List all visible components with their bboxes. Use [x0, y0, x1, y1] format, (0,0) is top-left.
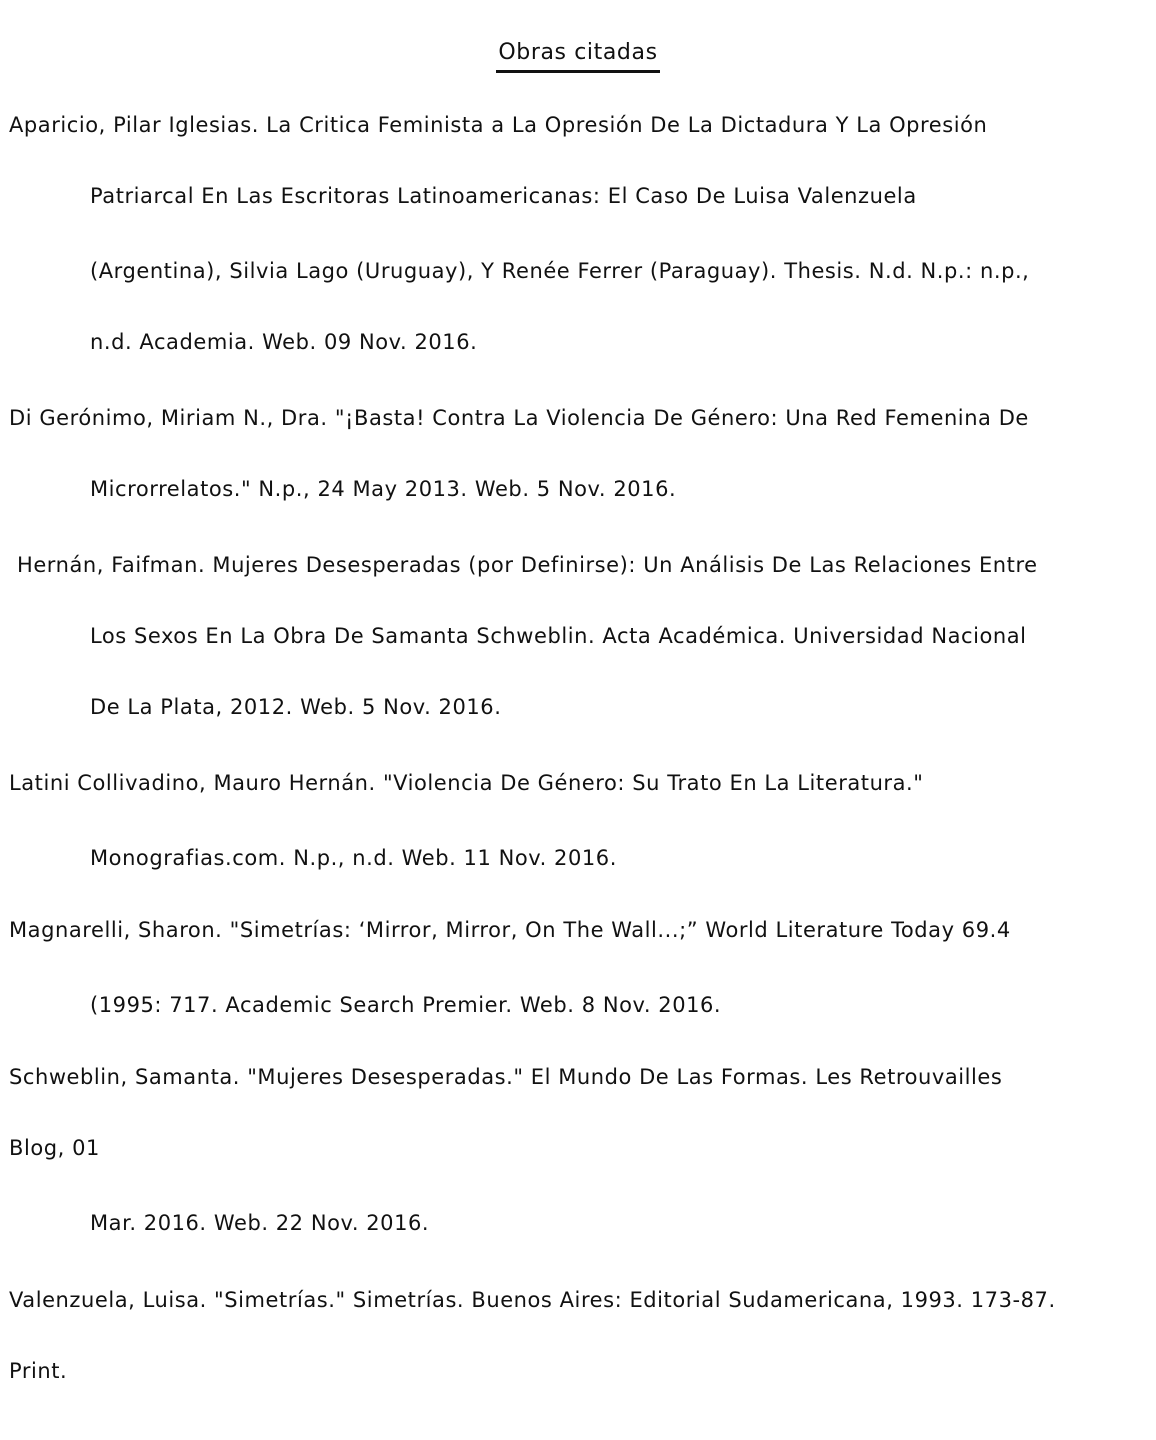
- citation-line: Monografias.com. N.p., n.d. Web. 11 Nov. 2016.: [90, 846, 617, 870]
- citation-line: De La Plata, 2012. Web. 5 Nov. 2016.: [90, 695, 502, 719]
- citation-line: Magnarelli, Sharon. "Simetrías: ‘Mirror, Mirror, On The Wall...;” World Literature Today 69.4: [9, 918, 1011, 942]
- citation-line: (1995: 717. Academic Search Premier. Web. 8 Nov. 2016.: [90, 993, 722, 1017]
- citation-line: Mar. 2016. Web. 22 Nov. 2016.: [90, 1211, 430, 1235]
- citation-line: Schweblin, Samanta. "Mujeres Desesperadas." El Mundo De Las Formas. Les Retrouvailles: [9, 1065, 1003, 1089]
- page-title-text: Obras citadas: [496, 38, 659, 73]
- citation-line: Aparicio, Pilar Iglesias. La Critica Feminista a La Opresión De La Dictadura Y La Opresión: [9, 113, 988, 137]
- citation-line: Print.: [9, 1359, 68, 1383]
- citation-line: Los Sexos En La Obra De Samanta Schweblin. Acta Académica. Universidad Nacional: [90, 624, 1027, 648]
- citation-line: Valenzuela, Luisa. "Simetrías." Simetrías. Buenos Aires: Editorial Sudamericana, 1993. 173-87.: [9, 1288, 1056, 1312]
- page-title: [0, 36, 1156, 73]
- citation-line: Microrrelatos." N.p., 24 May 2013. Web. 5 Nov. 2016.: [90, 477, 677, 501]
- citation-line: Di Gerónimo, Miriam N., Dra. "¡Basta! Contra La Violencia De Género: Una Red Femenina De: [9, 406, 1029, 430]
- citation-line: Latini Collivadino, Mauro Hernán. "Violencia De Género: Su Trato En La Literatura.": [9, 771, 924, 795]
- citation-line: n.d. Academia. Web. 09 Nov. 2016.: [90, 330, 478, 354]
- citation-line: Patriarcal En Las Escritoras Latinoamericanas: El Caso De Luisa Valenzuela: [90, 184, 917, 208]
- citation-line: (Argentina), Silvia Lago (Uruguay), Y Renée Ferrer (Paraguay). Thesis. N.d. N.p.: n.p.,: [90, 259, 1030, 283]
- citation-line: Blog, 01: [9, 1136, 100, 1160]
- citation-line: Hernán, Faifman. Mujeres Desesperadas (por Definirse): Un Análisis De Las Relaciones Entre: [17, 553, 1038, 577]
